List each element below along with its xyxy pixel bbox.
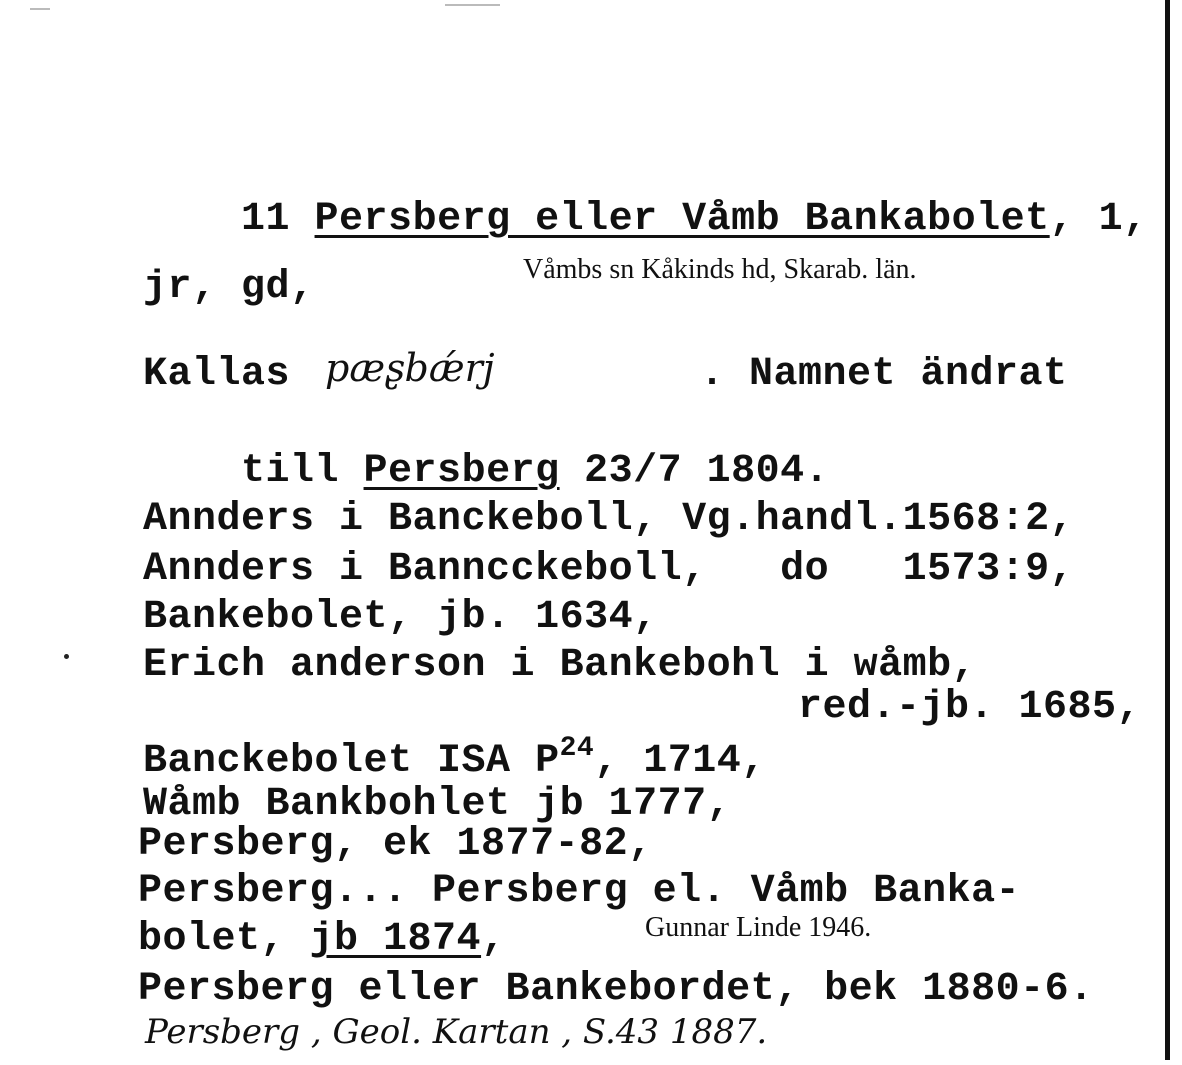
handwritten-note: Persberg , Geol. Kartan , S.43 1887. [145,1012,768,1052]
entry-line: Persberg, ek 1877-82, [138,822,653,867]
entry-number: 11 [241,197,291,242]
superscript: 24 [559,733,595,764]
entry-line: Persberg... Persberg el. Våmb Banka- [138,869,1021,914]
rename-date: 23/7 1804. [584,449,830,494]
pron-prefix: Kallas [143,352,291,397]
source-ref: jb 1874 [309,917,482,962]
scan-speck [64,654,69,659]
entry-line: Persberg eller Bankebordet, bek 1880-6. [138,967,1094,1012]
card-edge-rule [1165,0,1170,1060]
scan-mark [30,8,50,10]
entry-line: Bankebolet, jb. 1634, [143,595,658,640]
entry-line: Wåmb Bankbohlet jb 1777, [143,782,732,827]
type-line: jr, gd, [143,265,315,310]
entry-line: red.-jb. 1685, [798,685,1142,730]
entry-line: bolet, jb 1874, [138,917,506,962]
entry-line: Annders i Banncckeboll, do 1573:9, [143,547,1075,592]
rename-line: till Persberg 23/7 1804. [241,449,830,494]
entry-line: Banckebolet ISA $P^{24}$, 1714, [143,733,766,784]
pron-phonetic: pæʂbǽrj [325,346,495,390]
pron-after: . Namnet ändrat [700,352,1068,397]
place-name: Persberg eller Våmb Bankabolet [314,197,1050,242]
signature: Gunnar Linde 1946. [645,912,872,943]
location-line: Våmbs sn Kåkinds hd, Skarab. län. [523,254,917,285]
entry-line: Annders i Banckeboll, Vg.handl.1568:2, [143,497,1075,542]
entry-line: Erich anderson i Bankebohl i wåmb, [143,643,977,688]
new-name: Persberg [363,449,560,494]
scan-mark [445,4,500,6]
header-suffix: , 1, [1049,197,1148,242]
